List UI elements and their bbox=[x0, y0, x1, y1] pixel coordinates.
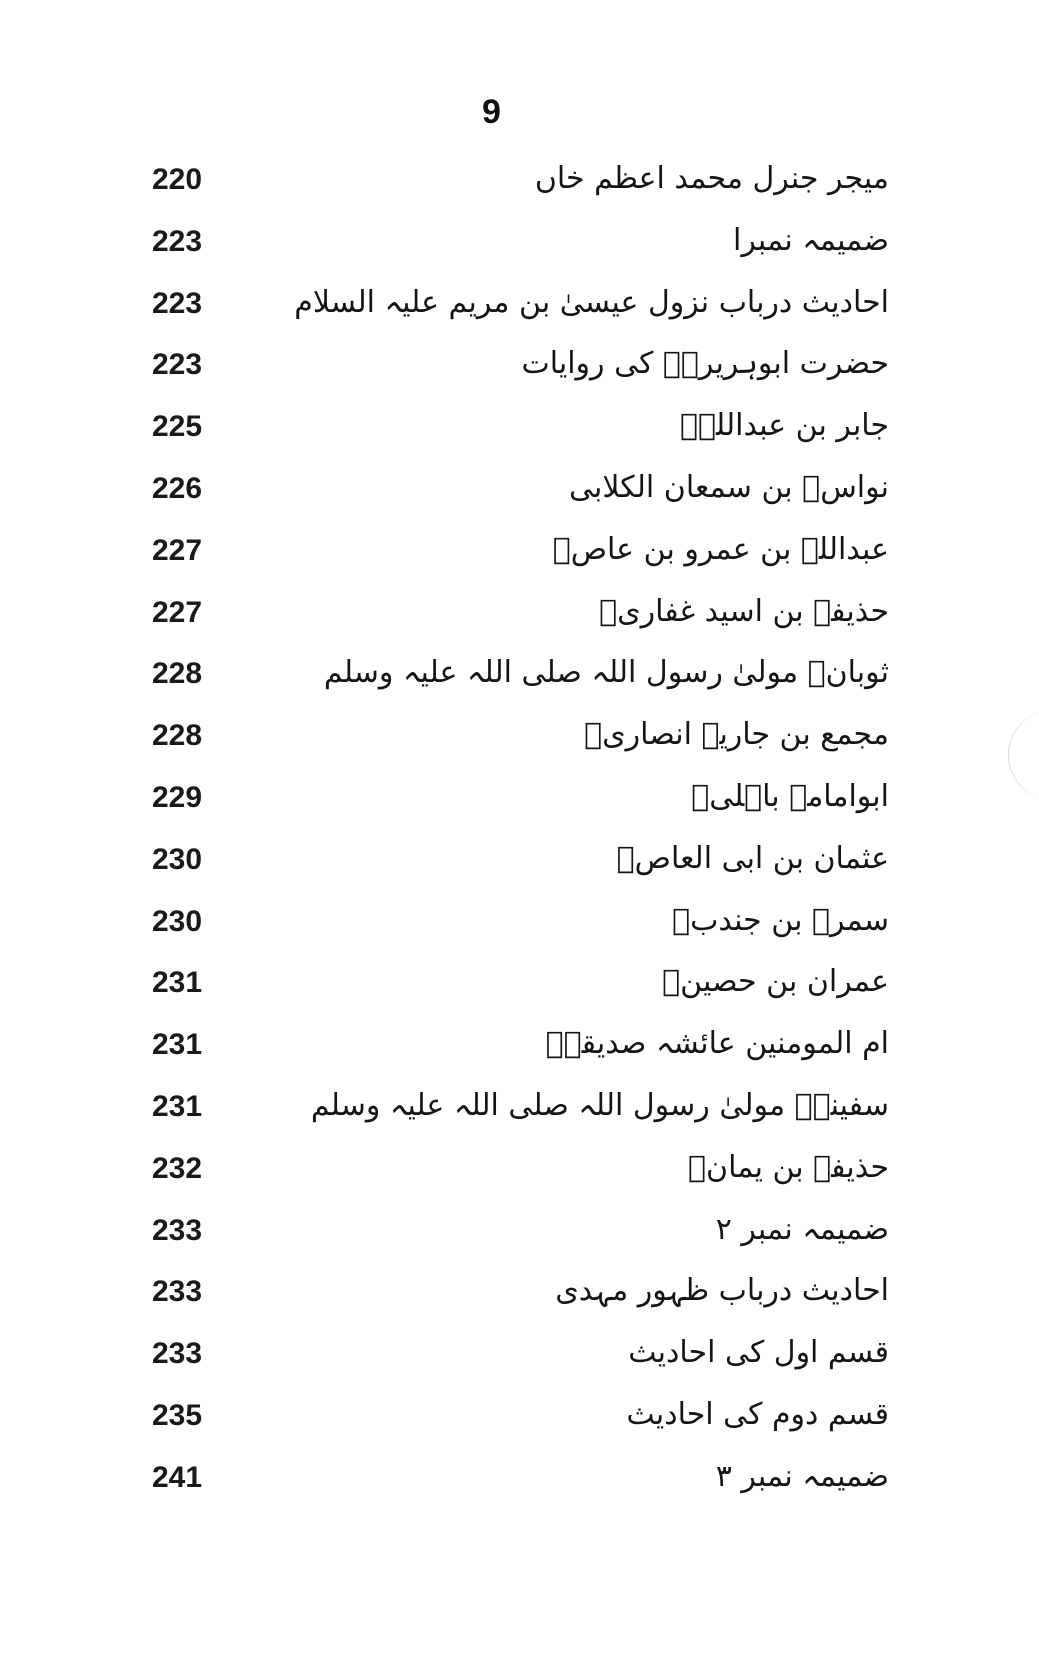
table-of-contents bbox=[0, 155, 1039, 1515]
toc-entry bbox=[0, 1082, 1039, 1144]
toc-entry bbox=[0, 711, 1039, 773]
toc-entry-title: عثمان بن ابی العاصؓ bbox=[616, 840, 889, 876]
toc-entry bbox=[0, 217, 1039, 279]
toc-entry-title: ام المومنین عائشہ صدیقہؓ bbox=[545, 1026, 889, 1062]
toc-entry-page: 227 bbox=[152, 533, 203, 567]
toc-entry bbox=[0, 1329, 1039, 1391]
toc-entry-page: 227 bbox=[152, 595, 203, 629]
toc-entry-title: احادیث درباب نزول عیسیٰ بن مریم علیہ السلام bbox=[294, 284, 889, 320]
toc-entry bbox=[0, 958, 1039, 1020]
toc-entry bbox=[0, 464, 1039, 526]
toc-entry-page: 230 bbox=[152, 842, 203, 876]
toc-entry-title: عمران بن حصینؓ bbox=[662, 964, 889, 1000]
toc-entry-title: ابوامامہ باہلیؓ bbox=[691, 778, 889, 814]
toc-entry-page: 229 bbox=[152, 780, 203, 814]
toc-entry-page: 241 bbox=[152, 1460, 203, 1494]
toc-entry bbox=[0, 1453, 1039, 1515]
toc-entry-title: حذیفہ بن یمانؓ bbox=[688, 1149, 889, 1185]
toc-entry-page: 223 bbox=[152, 286, 203, 320]
toc-entry-page: 233 bbox=[152, 1213, 203, 1247]
toc-entry-page: 228 bbox=[152, 657, 203, 691]
toc-entry-title: جابر بن عبداللہؓ bbox=[680, 408, 889, 444]
toc-entry-page: 233 bbox=[152, 1337, 203, 1371]
toc-entry-title: ضمیمہ نمبر ۲ bbox=[715, 1211, 889, 1247]
toc-entry-page: 223 bbox=[152, 224, 203, 258]
toc-entry bbox=[0, 155, 1039, 217]
toc-entry bbox=[0, 1267, 1039, 1329]
toc-entry-title: سفینہؓ مولیٰ رسول اللہ صلی اللہ علیہ وسلم bbox=[310, 1087, 889, 1123]
toc-entry-title: نواسؓ بن سمعان الکلابی bbox=[568, 469, 889, 505]
toc-entry bbox=[0, 279, 1039, 341]
toc-entry bbox=[0, 526, 1039, 588]
toc-entry bbox=[0, 1206, 1039, 1268]
toc-entry-title: عبداللہ بن عمرو بن عاصؓ bbox=[552, 531, 889, 567]
toc-entry-title: سمرہ بن جندبؓ bbox=[672, 902, 889, 938]
toc-entry bbox=[0, 402, 1039, 464]
page-number: 9 bbox=[482, 93, 501, 131]
toc-entry bbox=[0, 649, 1039, 711]
toc-entry-title: قسم دوم کی احادیث bbox=[626, 1396, 889, 1432]
toc-entry bbox=[0, 897, 1039, 959]
toc-entry bbox=[0, 1144, 1039, 1206]
toc-entry bbox=[0, 835, 1039, 897]
toc-entry-title: حضرت ابوہریرہؓ کی روایات bbox=[521, 346, 889, 382]
toc-entry-title: ثوبانؓ مولیٰ رسول اللہ صلی اللہ علیہ وسلم bbox=[323, 655, 889, 691]
toc-entry bbox=[0, 773, 1039, 835]
toc-entry bbox=[0, 588, 1039, 650]
toc-entry-page: 231 bbox=[152, 1028, 203, 1062]
toc-entry-page: 231 bbox=[152, 1089, 203, 1123]
toc-entry bbox=[0, 1020, 1039, 1082]
toc-entry-title: ضمیمہ نمبرا bbox=[733, 222, 889, 258]
toc-entry-title: قسم اول کی احادیث bbox=[628, 1335, 889, 1371]
toc-entry-title: مجمع بن جاریہ انصاریؓ bbox=[584, 717, 889, 753]
toc-entry-page: 228 bbox=[152, 719, 203, 753]
toc-entry-page: 232 bbox=[152, 1151, 203, 1185]
toc-entry-title: حذیفہ بن اسید غفاریؓ bbox=[599, 593, 889, 629]
toc-entry-page: 226 bbox=[152, 471, 203, 505]
toc-entry-page: 220 bbox=[152, 163, 203, 196]
toc-entry-title: ضمیمہ نمبر ۳ bbox=[715, 1458, 889, 1494]
toc-entry-title: میجر جنرل محمد اعظم خاں bbox=[534, 161, 889, 196]
toc-entry-page: 230 bbox=[152, 904, 203, 938]
toc-entry-page: 225 bbox=[152, 410, 203, 444]
toc-entry-page: 233 bbox=[152, 1275, 203, 1309]
toc-entry-page: 235 bbox=[152, 1398, 203, 1432]
toc-entry-page: 223 bbox=[152, 348, 203, 382]
toc-entry-page: 231 bbox=[152, 966, 203, 1000]
toc-entry-title: احادیث درباب ظہور مہدی bbox=[555, 1273, 889, 1309]
toc-entry bbox=[0, 1391, 1039, 1453]
toc-entry bbox=[0, 340, 1039, 402]
